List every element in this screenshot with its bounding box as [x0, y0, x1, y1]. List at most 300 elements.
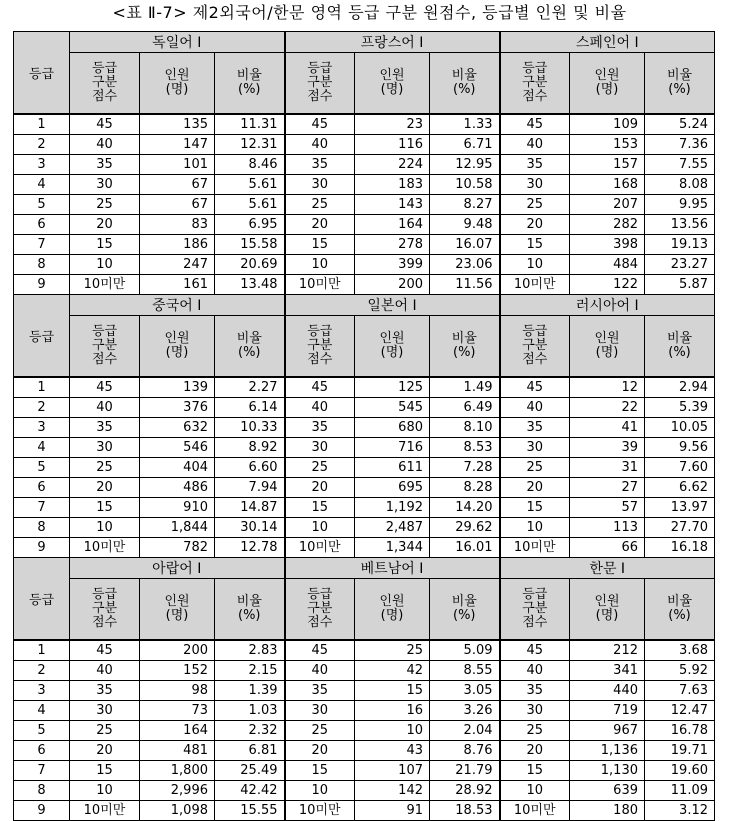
ratio-cell: 5.09 — [430, 640, 500, 661]
count-cell: 1,136 — [570, 741, 645, 761]
ratio-cell: 9.48 — [430, 215, 500, 235]
subject-name-row — [14, 32, 715, 53]
grade-cell: 1 — [14, 377, 70, 398]
count-cell: 910 — [140, 498, 215, 518]
ratio-cell: 8.08 — [645, 175, 715, 195]
cutoff-score-cell: 40 — [285, 135, 355, 155]
count-cell: 180 — [570, 801, 645, 821]
ratio-cell: 23.06 — [430, 255, 500, 275]
cutoff-score-cell: 20 — [70, 215, 140, 235]
ratio-cell: 21.79 — [430, 761, 500, 781]
ratio-cell: 8.28 — [430, 478, 500, 498]
count-cell: 41 — [570, 418, 645, 438]
ratio-cell: 5.61 — [215, 175, 285, 195]
count-cell: 139 — [140, 377, 215, 398]
ratio-cell: 23.27 — [645, 255, 715, 275]
cutoff-header-cell: 등급 구분 점수 — [285, 579, 355, 641]
ratio-header-cell: 비율 (%) — [215, 316, 285, 378]
grade-cell: 4 — [14, 701, 70, 721]
ratio-cell: 5.39 — [645, 398, 715, 418]
table-row — [14, 681, 715, 701]
cutoff-score-cell: 30 — [500, 438, 570, 458]
table-row — [14, 438, 715, 458]
cutoff-score-cell: 15 — [285, 498, 355, 518]
ratio-header-cell: 비율 (%) — [645, 53, 715, 115]
table-row — [14, 275, 715, 295]
cutoff-score-cell: 45 — [70, 114, 140, 135]
count-cell: 719 — [570, 701, 645, 721]
count-header-cell: 인원 (명) — [140, 579, 215, 641]
count-cell: 25 — [355, 640, 430, 661]
count-cell: 632 — [140, 418, 215, 438]
table-row — [14, 761, 715, 781]
count-cell: 1,344 — [355, 538, 430, 558]
table-row — [14, 458, 715, 478]
ratio-cell: 6.71 — [430, 135, 500, 155]
cutoff-score-cell: 30 — [285, 175, 355, 195]
column-header-row — [14, 579, 715, 641]
ratio-cell: 8.53 — [430, 438, 500, 458]
grade-distribution-table — [13, 31, 715, 821]
cutoff-score-cell: 40 — [70, 398, 140, 418]
count-cell: 101 — [140, 155, 215, 175]
cutoff-score-cell: 15 — [70, 498, 140, 518]
ratio-cell: 6.62 — [645, 478, 715, 498]
cutoff-score-cell: 10 — [70, 781, 140, 801]
count-cell: 1,192 — [355, 498, 430, 518]
cutoff-score-cell: 10 — [500, 518, 570, 538]
cutoff-score-cell: 10미만 — [285, 538, 355, 558]
ratio-cell: 3.05 — [430, 681, 500, 701]
cutoff-score-cell: 20 — [285, 215, 355, 235]
cutoff-score-cell: 10미만 — [285, 801, 355, 821]
table-row — [14, 701, 715, 721]
ratio-cell: 2.27 — [215, 377, 285, 398]
ratio-cell: 6.14 — [215, 398, 285, 418]
table-row — [14, 235, 715, 255]
count-cell: 2,996 — [140, 781, 215, 801]
count-cell: 2,487 — [355, 518, 430, 538]
cutoff-header-cell: 등급 구분 점수 — [70, 579, 140, 641]
ratio-cell: 8.55 — [430, 661, 500, 681]
count-cell: 247 — [140, 255, 215, 275]
ratio-cell: 1.39 — [215, 681, 285, 701]
cutoff-score-cell: 10 — [500, 255, 570, 275]
subject-name-cell: 러시아어 Ⅰ — [500, 295, 715, 316]
cutoff-score-cell: 35 — [70, 418, 140, 438]
count-cell: 157 — [570, 155, 645, 175]
cutoff-score-cell: 10 — [285, 781, 355, 801]
ratio-cell: 8.10 — [430, 418, 500, 438]
ratio-cell: 1.03 — [215, 701, 285, 721]
ratio-cell: 7.28 — [430, 458, 500, 478]
ratio-cell: 12.78 — [215, 538, 285, 558]
cutoff-score-cell: 10미만 — [70, 801, 140, 821]
table-row — [14, 135, 715, 155]
ratio-cell: 13.48 — [215, 275, 285, 295]
cutoff-score-cell: 30 — [500, 701, 570, 721]
cutoff-score-cell: 20 — [500, 741, 570, 761]
count-cell: 98 — [140, 681, 215, 701]
grade-cell: 9 — [14, 538, 70, 558]
count-cell: 122 — [570, 275, 645, 295]
cutoff-score-cell: 45 — [70, 640, 140, 661]
grade-cell: 7 — [14, 761, 70, 781]
cutoff-score-cell: 35 — [500, 681, 570, 701]
cutoff-score-cell: 10 — [285, 255, 355, 275]
ratio-cell: 16.78 — [645, 721, 715, 741]
cutoff-score-cell: 25 — [285, 195, 355, 215]
cutoff-score-cell: 20 — [285, 741, 355, 761]
cutoff-score-cell: 15 — [285, 235, 355, 255]
cutoff-score-cell: 15 — [70, 761, 140, 781]
cutoff-score-cell: 20 — [70, 741, 140, 761]
count-cell: 67 — [140, 175, 215, 195]
ratio-cell: 8.27 — [430, 195, 500, 215]
cutoff-score-cell: 40 — [70, 661, 140, 681]
grade-cell: 3 — [14, 681, 70, 701]
table-caption: <표 Ⅱ-7> 제2외국어/한문 영역 등급 구분 원점수, 등급별 인원 및 비율 — [112, 3, 627, 22]
count-cell: 164 — [355, 215, 430, 235]
count-cell: 107 — [355, 761, 430, 781]
count-cell: 12 — [570, 377, 645, 398]
grade-cell: 4 — [14, 438, 70, 458]
count-cell: 967 — [570, 721, 645, 741]
count-cell: 91 — [355, 801, 430, 821]
ratio-cell: 9.95 — [645, 195, 715, 215]
ratio-cell: 3.68 — [645, 640, 715, 661]
cutoff-score-cell: 20 — [285, 478, 355, 498]
count-cell: 164 — [140, 721, 215, 741]
table-row — [14, 398, 715, 418]
count-cell: 10 — [355, 721, 430, 741]
cutoff-score-cell: 35 — [500, 155, 570, 175]
grade-cell: 5 — [14, 458, 70, 478]
cutoff-score-cell: 25 — [500, 195, 570, 215]
table-row — [14, 377, 715, 398]
count-cell: 39 — [570, 438, 645, 458]
grade-cell: 5 — [14, 195, 70, 215]
ratio-header-cell: 비율 (%) — [430, 53, 500, 115]
subject-name-cell: 독일어 Ⅰ — [70, 32, 285, 53]
ratio-cell: 1.49 — [430, 377, 500, 398]
ratio-cell: 27.70 — [645, 518, 715, 538]
ratio-cell: 5.92 — [645, 661, 715, 681]
cutoff-score-cell: 25 — [500, 721, 570, 741]
ratio-cell: 19.60 — [645, 761, 715, 781]
cutoff-score-cell: 40 — [285, 398, 355, 418]
cutoff-score-cell: 40 — [70, 135, 140, 155]
ratio-cell: 9.56 — [645, 438, 715, 458]
ratio-cell: 18.53 — [430, 801, 500, 821]
count-cell: 404 — [140, 458, 215, 478]
count-cell: 1,800 — [140, 761, 215, 781]
count-header-cell: 인원 (명) — [355, 316, 430, 378]
ratio-cell: 2.32 — [215, 721, 285, 741]
table-row — [14, 498, 715, 518]
ratio-cell: 15.55 — [215, 801, 285, 821]
count-cell: 224 — [355, 155, 430, 175]
table-row — [14, 661, 715, 681]
count-cell: 168 — [570, 175, 645, 195]
cutoff-score-cell: 10 — [70, 518, 140, 538]
count-header-cell: 인원 (명) — [570, 579, 645, 641]
count-cell: 143 — [355, 195, 430, 215]
count-cell: 484 — [570, 255, 645, 275]
grade-cell: 2 — [14, 135, 70, 155]
cutoff-score-cell: 40 — [500, 398, 570, 418]
count-cell: 486 — [140, 478, 215, 498]
cutoff-score-cell: 30 — [70, 438, 140, 458]
cutoff-score-cell: 25 — [70, 195, 140, 215]
count-header-cell: 인원 (명) — [570, 53, 645, 115]
grade-cell: 6 — [14, 215, 70, 235]
ratio-cell: 3.26 — [430, 701, 500, 721]
subject-name-cell: 베트남어 Ⅰ — [285, 558, 500, 579]
cutoff-score-cell: 45 — [500, 640, 570, 661]
count-cell: 161 — [140, 275, 215, 295]
count-cell: 376 — [140, 398, 215, 418]
count-cell: 440 — [570, 681, 645, 701]
count-cell: 142 — [355, 781, 430, 801]
count-cell: 31 — [570, 458, 645, 478]
ratio-cell: 12.95 — [430, 155, 500, 175]
cutoff-score-cell: 10 — [285, 518, 355, 538]
cutoff-score-cell: 15 — [285, 761, 355, 781]
cutoff-score-cell: 45 — [500, 377, 570, 398]
ratio-cell: 20.69 — [215, 255, 285, 275]
ratio-cell: 2.83 — [215, 640, 285, 661]
subject-name-cell: 아랍어 Ⅰ — [70, 558, 285, 579]
count-cell: 716 — [355, 438, 430, 458]
subject-name-row — [14, 295, 715, 316]
ratio-cell: 29.62 — [430, 518, 500, 538]
count-cell: 66 — [570, 538, 645, 558]
count-cell: 695 — [355, 478, 430, 498]
cutoff-score-cell: 40 — [285, 661, 355, 681]
grade-cell: 9 — [14, 275, 70, 295]
grade-cell: 6 — [14, 478, 70, 498]
count-cell: 73 — [140, 701, 215, 721]
count-cell: 680 — [355, 418, 430, 438]
count-cell: 109 — [570, 114, 645, 135]
cutoff-header-cell: 등급 구분 점수 — [70, 316, 140, 378]
cutoff-score-cell: 25 — [285, 721, 355, 741]
ratio-cell: 7.63 — [645, 681, 715, 701]
table-row — [14, 781, 715, 801]
cutoff-score-cell: 10 — [500, 781, 570, 801]
grade-cell: 8 — [14, 255, 70, 275]
ratio-cell: 5.24 — [645, 114, 715, 135]
ratio-header-cell: 비율 (%) — [645, 316, 715, 378]
table-row — [14, 175, 715, 195]
cutoff-score-cell: 45 — [285, 114, 355, 135]
count-cell: 113 — [570, 518, 645, 538]
ratio-cell: 2.15 — [215, 661, 285, 681]
grade-cell: 1 — [14, 114, 70, 135]
ratio-cell: 8.76 — [430, 741, 500, 761]
cutoff-score-cell: 30 — [285, 701, 355, 721]
subject-name-cell: 프랑스어 Ⅰ — [285, 32, 500, 53]
count-cell: 341 — [570, 661, 645, 681]
count-cell: 1,098 — [140, 801, 215, 821]
subject-name-cell: 한문 Ⅰ — [500, 558, 715, 579]
cutoff-score-cell: 45 — [500, 114, 570, 135]
cutoff-score-cell: 40 — [500, 661, 570, 681]
cutoff-score-cell: 45 — [285, 377, 355, 398]
ratio-cell: 7.60 — [645, 458, 715, 478]
cutoff-header-cell: 등급 구분 점수 — [285, 53, 355, 115]
cutoff-score-cell: 20 — [70, 478, 140, 498]
subject-name-cell: 스페인어 Ⅰ — [500, 32, 715, 53]
cutoff-score-cell: 45 — [70, 377, 140, 398]
ratio-cell: 19.13 — [645, 235, 715, 255]
count-cell: 16 — [355, 701, 430, 721]
cutoff-score-cell: 10미만 — [500, 801, 570, 821]
ratio-header-cell: 비율 (%) — [215, 579, 285, 641]
table-row — [14, 215, 715, 235]
subject-name-cell: 중국어 Ⅰ — [70, 295, 285, 316]
ratio-cell: 16.18 — [645, 538, 715, 558]
grade-cell: 9 — [14, 801, 70, 821]
count-cell: 67 — [140, 195, 215, 215]
ratio-cell: 11.31 — [215, 114, 285, 135]
table-row — [14, 741, 715, 761]
ratio-cell: 7.94 — [215, 478, 285, 498]
table-row — [14, 418, 715, 438]
table-row — [14, 155, 715, 175]
cutoff-header-cell: 등급 구분 점수 — [500, 316, 570, 378]
ratio-cell: 16.01 — [430, 538, 500, 558]
count-cell: 212 — [570, 640, 645, 661]
ratio-cell: 6.81 — [215, 741, 285, 761]
count-cell: 278 — [355, 235, 430, 255]
grade-cell: 3 — [14, 155, 70, 175]
count-cell: 27 — [570, 478, 645, 498]
cutoff-score-cell: 30 — [500, 175, 570, 195]
ratio-cell: 16.07 — [430, 235, 500, 255]
cutoff-score-cell: 30 — [70, 175, 140, 195]
table-row — [14, 640, 715, 661]
count-cell: 147 — [140, 135, 215, 155]
cutoff-score-cell: 35 — [70, 681, 140, 701]
ratio-cell: 1.33 — [430, 114, 500, 135]
count-header-cell: 인원 (명) — [355, 53, 430, 115]
cutoff-score-cell: 10 — [70, 255, 140, 275]
count-cell: 1,130 — [570, 761, 645, 781]
ratio-cell: 12.47 — [645, 701, 715, 721]
ratio-cell: 28.92 — [430, 781, 500, 801]
ratio-cell: 6.95 — [215, 215, 285, 235]
count-cell: 611 — [355, 458, 430, 478]
count-cell: 183 — [355, 175, 430, 195]
ratio-header-cell: 비율 (%) — [430, 316, 500, 378]
cutoff-score-cell: 40 — [500, 135, 570, 155]
ratio-cell: 12.31 — [215, 135, 285, 155]
count-cell: 399 — [355, 255, 430, 275]
cutoff-score-cell: 15 — [500, 235, 570, 255]
count-cell: 207 — [570, 195, 645, 215]
cutoff-score-cell: 35 — [285, 418, 355, 438]
cutoff-header-cell: 등급 구분 점수 — [285, 316, 355, 378]
column-header-row — [14, 316, 715, 378]
ratio-cell: 10.33 — [215, 418, 285, 438]
cutoff-score-cell: 45 — [285, 640, 355, 661]
count-cell: 200 — [140, 640, 215, 661]
column-header-row — [14, 53, 715, 115]
ratio-cell: 5.61 — [215, 195, 285, 215]
grade-cell: 5 — [14, 721, 70, 741]
cutoff-score-cell: 35 — [285, 155, 355, 175]
count-header-cell: 인원 (명) — [570, 316, 645, 378]
grade-cell: 8 — [14, 781, 70, 801]
cutoff-score-cell: 25 — [70, 458, 140, 478]
grade-cell: 7 — [14, 498, 70, 518]
cutoff-score-cell: 35 — [285, 681, 355, 701]
ratio-cell: 6.60 — [215, 458, 285, 478]
cutoff-score-cell: 25 — [70, 721, 140, 741]
grade-header-cell: 등급 — [14, 295, 70, 378]
count-cell: 135 — [140, 114, 215, 135]
cutoff-score-cell: 20 — [500, 478, 570, 498]
count-cell: 153 — [570, 135, 645, 155]
cutoff-score-cell: 10미만 — [70, 275, 140, 295]
grade-cell: 8 — [14, 518, 70, 538]
cutoff-score-cell: 35 — [70, 155, 140, 175]
count-cell: 639 — [570, 781, 645, 801]
count-cell: 23 — [355, 114, 430, 135]
grade-cell: 2 — [14, 661, 70, 681]
count-cell: 15 — [355, 681, 430, 701]
count-cell: 42 — [355, 661, 430, 681]
ratio-cell: 42.42 — [215, 781, 285, 801]
ratio-cell: 7.55 — [645, 155, 715, 175]
ratio-cell: 30.14 — [215, 518, 285, 538]
count-header-cell: 인원 (명) — [355, 579, 430, 641]
table-row — [14, 195, 715, 215]
count-cell: 57 — [570, 498, 645, 518]
count-cell: 200 — [355, 275, 430, 295]
grade-header-cell: 등급 — [14, 558, 70, 641]
count-header-cell: 인원 (명) — [140, 316, 215, 378]
ratio-cell: 14.87 — [215, 498, 285, 518]
cutoff-score-cell: 25 — [285, 458, 355, 478]
cutoff-score-cell: 15 — [500, 498, 570, 518]
count-cell: 22 — [570, 398, 645, 418]
table-row — [14, 538, 715, 558]
ratio-cell: 19.71 — [645, 741, 715, 761]
grade-cell: 7 — [14, 235, 70, 255]
cutoff-score-cell: 30 — [285, 438, 355, 458]
cutoff-score-cell: 15 — [70, 235, 140, 255]
table-row — [14, 801, 715, 821]
grade-cell: 6 — [14, 741, 70, 761]
grade-cell: 2 — [14, 398, 70, 418]
count-cell: 186 — [140, 235, 215, 255]
ratio-cell: 10.58 — [430, 175, 500, 195]
table-row — [14, 478, 715, 498]
cutoff-score-cell: 25 — [500, 458, 570, 478]
ratio-cell: 11.09 — [645, 781, 715, 801]
count-cell: 1,844 — [140, 518, 215, 538]
grade-cell: 3 — [14, 418, 70, 438]
ratio-cell: 15.58 — [215, 235, 285, 255]
ratio-header-cell: 비율 (%) — [645, 579, 715, 641]
ratio-cell: 2.04 — [430, 721, 500, 741]
count-cell: 398 — [570, 235, 645, 255]
ratio-cell: 6.49 — [430, 398, 500, 418]
grade-header-cell: 등급 — [14, 32, 70, 115]
